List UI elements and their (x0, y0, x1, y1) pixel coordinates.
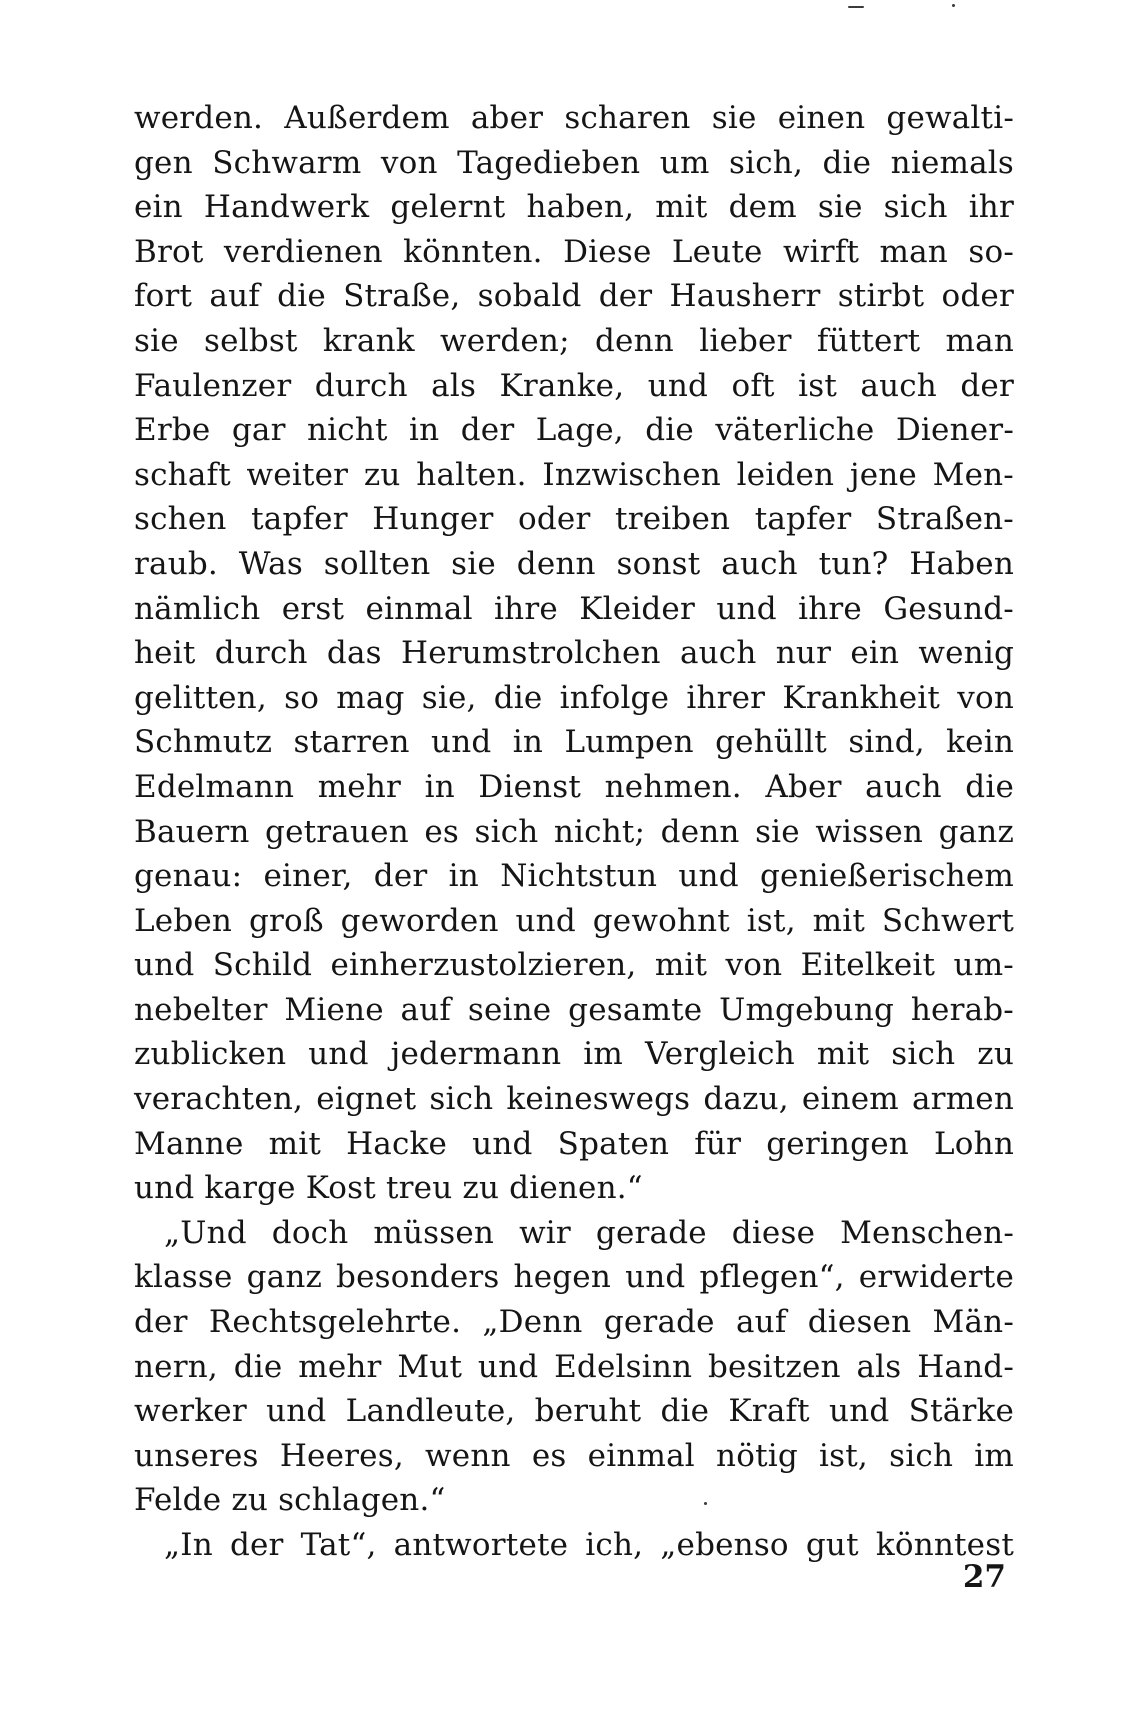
text-line: verachten, eignet sich keineswegs dazu, einem armen (134, 1081, 1014, 1118)
text-line: „Und doch müssen wir gerade diese Menschen- (164, 1214, 1014, 1251)
text-line: Edelmann mehr in Dienst nehmen. Aber auch die (134, 768, 1014, 805)
text-line: „In der Tat“, antwortete ich, „ebenso gut könntest (164, 1527, 1014, 1563)
text-line: Manne mit Hacke und Spaten für geringen Lohn (134, 1125, 1014, 1162)
text-line: nämlich erst einmal ihre Kleider und ihre Gesund- (134, 590, 1014, 627)
text-line: klasse ganz besonders hegen und pflegen“, erwiderte (134, 1259, 1014, 1296)
text-line: der Rechtsgelehrte. „Denn gerade auf diesen Män- (134, 1304, 1014, 1341)
scan-speck (848, 6, 864, 8)
text-line: Erbe gar nicht in der Lage, die väterliche Diener- (134, 412, 1014, 449)
body-text (134, 96, 1014, 1568)
text-line: gelitten, so mag sie, die infolge ihrer Krankheit von (134, 679, 1014, 716)
text-line: genau: einer, der in Nichtstun und genießerischem (134, 858, 1014, 895)
page-number: 27 (962, 1559, 1006, 1595)
text-line: Felde zu schlagen.“ (134, 1482, 446, 1519)
text-line: unseres Heeres, wenn es einmal nötig ist, sich im (134, 1437, 1014, 1474)
text-line: Brot verdienen könnten. Diese Leute wirft man so- (134, 233, 1014, 270)
text-line: und karge Kost treu zu dienen.“ (134, 1170, 643, 1207)
text-line: schaft weiter zu halten. Inzwischen leiden jene Men- (134, 456, 1014, 493)
scan-speck (704, 1502, 707, 1505)
text-line: Faulenzer durch als Kranke, und oft ist auch der (134, 367, 1014, 404)
text-line: zublicken und jedermann im Vergleich mit sich zu (134, 1036, 1014, 1073)
text-line: raub. Was sollten sie denn sonst auch tun? Haben (134, 545, 1014, 582)
text-line: Leben groß geworden und gewohnt ist, mit Schwert (134, 902, 1014, 939)
text-line: nebelter Miene auf seine gesamte Umgebung herab- (134, 991, 1014, 1028)
text-line: werden. Außerdem aber scharen sie einen gewalti- (134, 100, 1014, 136)
text-line: schen tapfer Hunger oder treiben tapfer Straßen- (134, 501, 1014, 538)
text-line: werker und Landleute, beruht die Kraft und Stärke (134, 1393, 1014, 1430)
scan-speck (952, 4, 955, 7)
text-line: Bauern getrauen es sich nicht; denn sie wissen ganz (134, 813, 1014, 850)
text-line: fort auf die Straße, sobald der Hausherr stirbt oder (134, 278, 1014, 315)
text-line: nern, die mehr Mut und Edelsinn besitzen als Hand- (134, 1348, 1014, 1385)
text-line: gen Schwarm von Tagedieben um sich, die niemals (134, 144, 1014, 181)
text-line: und Schild einherzustolzieren, mit von Eitelkeit um- (134, 947, 1014, 984)
text-line: heit durch das Herumstrolchen auch nur ein wenig (134, 635, 1014, 672)
text-line: Schmutz starren und in Lumpen gehüllt sind, kein (134, 724, 1014, 761)
text-line: sie selbst krank werden; denn lieber füttert man (134, 322, 1014, 359)
text-line: ein Handwerk gelernt haben, mit dem sie sich ihr (134, 189, 1014, 226)
